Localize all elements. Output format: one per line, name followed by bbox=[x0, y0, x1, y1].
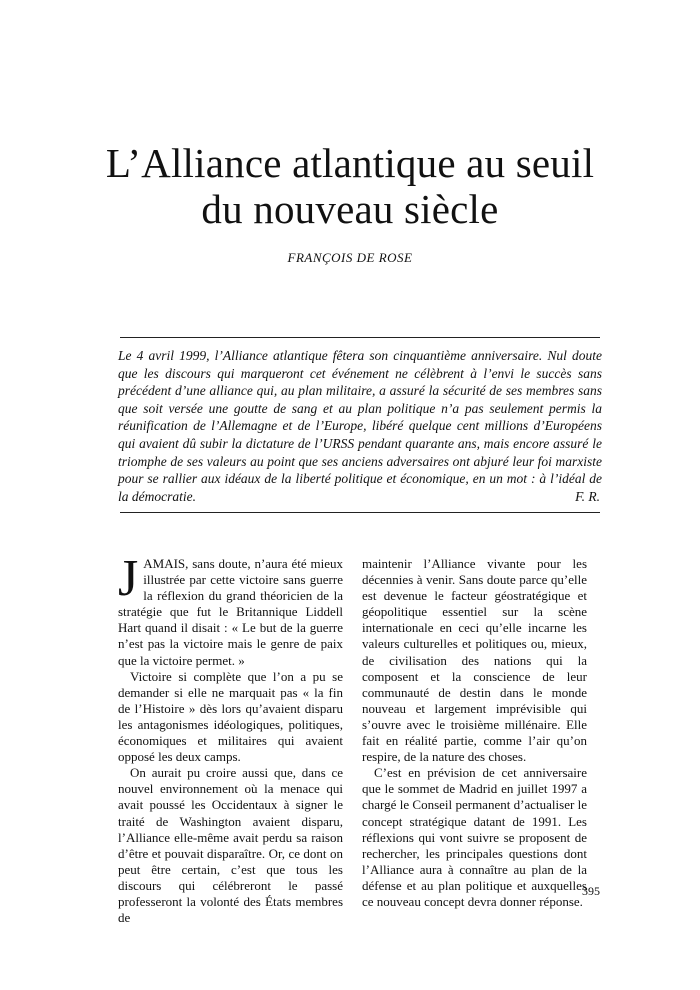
body-paragraph-4: C’est en prévision de cet anniversaire que le sommet de Madrid en juillet 1997 a chargé le Conseil permanent d’actualiser le concept stratégique datant de 1991. Les réflexions qui vont suivre se proposent de rechercher, les principales questions dont l’Alliance aura à connaître au plan de la défense et au plan politique et auxquelles ce nouveau concept devra donner réponse. bbox=[362, 765, 587, 909]
abstract-top-rule bbox=[120, 337, 600, 338]
article-title bbox=[0, 140, 700, 232]
body-paragraph-3: On aurait pu croire aussi que, dans ce nouvel environnement où la menace qui avait poussé les Occidentaux à signer le traité de Washington avaient disparu, l’Alliance elle-même avait perdu sa raison d’être et pouvait disparaître. Or, ce dont on peut être certain, c’est que tous les discours qui célébreront le passé professeront la volonté des États membres de bbox=[118, 765, 343, 926]
body-paragraph-2: Victoire si complète que l’on a pu se demander si elle ne marquait pas « la fin de l’Histoire » dès lors qu’avaient disparu les antagonismes idéologiques, politiques, économiques et militaires qui avaient opposé les deux camps. bbox=[118, 668, 343, 765]
body-column-left bbox=[118, 550, 343, 926]
abstract-bottom-rule bbox=[120, 512, 600, 513]
author-name: FRANÇOIS DE ROSE bbox=[287, 250, 413, 265]
title-line-2: du nouveau siècle bbox=[201, 186, 499, 232]
page-number: 395 bbox=[582, 884, 600, 898]
title-line-1: L’Alliance atlantique au seuil bbox=[105, 140, 595, 186]
first-word-rest: AMAIS bbox=[143, 556, 186, 571]
body-column-right bbox=[362, 556, 587, 910]
abstract-text: Le 4 avril 1999, l’Alliance atlantique fêtera son cinquantième anniversaire. Nul doute que les discours qui marqueront cet événement ne célèbrent à l’envi le succès sans précédent d’une alliance qui, au plan militaire, a assuré la sécurité de ses membres sans que soit versée une goutte de sang et au plan politique n’a pas seulement permis la réunification de l’Allemagne et de l’Europe, libéré quelque cent millions d’Européens qui avaient dû subir la dictature de l’URSS pendant quarante ans, mais encore assuré le triomphe de ses valeurs au point que ses anciens adversaires ont abjuré leur foi marxiste pour se rallier aux idéaux de la liberté politique et économique, en un mot : à l’idéal de la démocratie. bbox=[118, 348, 602, 504]
abstract-signature: F. R. bbox=[575, 489, 600, 504]
drop-cap: J bbox=[118, 550, 139, 607]
body-paragraph-3-continued: maintenir l’Alliance vivante pour les décennies à venir. Sans doute parce qu’elle est devenue le facteur géostratégique et géopolitique essentiel sur la scène internationale en ceci qu’elle incarne les valeurs culturelles et politiques ou, mieux, de civilisation des nations qui la composent et la conscience de leur communauté de destin dans le monde nouveau et largement imprévisible qui s’ouvre avec le troisième millénaire. Elle fait en réalité partie, comme l’air qu’on respire, de la nature des choses. bbox=[362, 556, 587, 765]
body-paragraph-1 bbox=[118, 550, 343, 669]
body-paragraph-1-text: , sans doute, n’aura été mieux illustrée par cette victoire sans guerre la réflexion du grand théoricien de la stratégie que fut le Britannique Liddell Hart quand il disait : « Le but de la guerre n’est pas la victoire mais le genre de paix que la victoire permet. » bbox=[118, 556, 343, 668]
